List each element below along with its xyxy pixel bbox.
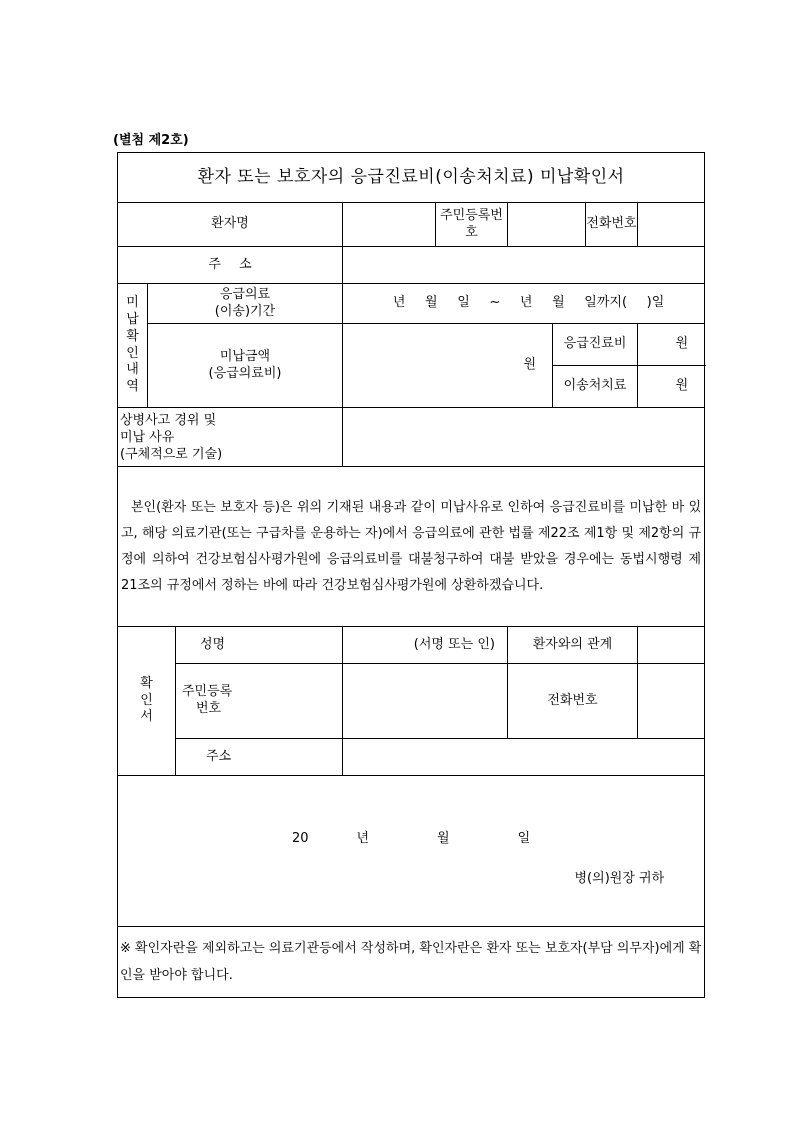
patient-rrn-label: 주민등록번호	[436, 203, 508, 247]
transport-fee-label: 이송처치료	[553, 366, 638, 408]
period-field[interactable]: 년 월 일 ~ 년 월 일까지( )일	[343, 284, 705, 324]
sign-hint: (서명 또는 인)	[413, 636, 495, 652]
confirm-section-label: 확 인 서	[118, 627, 176, 776]
confirm-rrn-label: 주민등록 번호	[176, 664, 343, 739]
patient-name-field[interactable]	[343, 203, 436, 247]
patient-address-field[interactable]	[343, 247, 705, 284]
footer-note: ※ 확인자란을 제외하고는 의료기관등에서 작성하며, 확인자란은 환자 또는 보호자(부담 의무자)에게 확인을 받아야 합니다.	[118, 927, 705, 998]
confirm-name-label: 성명	[176, 627, 343, 664]
reason-field[interactable]	[343, 408, 705, 467]
confirm-phone-label: 전화번호	[508, 664, 638, 739]
confirm-address-field[interactable]	[343, 739, 705, 776]
confirm-name-field[interactable]	[343, 627, 508, 664]
patient-phone-field[interactable]	[638, 203, 705, 247]
form-title: 환자 또는 보호자의 응급진료비(이송처치료) 미납확인서	[118, 153, 705, 203]
unpaid-section-label: 미 납 확 인 내 역	[118, 284, 148, 408]
relation-field[interactable]	[638, 627, 705, 664]
confirmation-form	[117, 152, 705, 998]
relation-label: 환자와의 관계	[508, 627, 638, 664]
patient-phone-label: 전화번호	[586, 203, 638, 247]
date-section	[118, 776, 705, 927]
date-line: 20 년 월 일	[291, 831, 531, 846]
attachment-label: (별첨 제2호)	[113, 133, 189, 148]
confirm-phone-field[interactable]	[638, 664, 705, 739]
patient-rrn-field[interactable]	[508, 203, 586, 247]
statement-text: 본인(환자 또는 보호자 등)은 위의 기재된 내용과 같이 미납사유로 인하여 응급진료비를 미납한 바 있고, 해당 의료기관(또는 구급차를 운용하는 자)에서 응급의료에 관한 법률 제22조 제1항 및 제2항의 규정에 의하여 건강보험심사평가원에 응급의료비를 대불청구하여 대불 받았을 경우에는 동법시행령 제21조의 규정에서 정하는 바에 따라 건강보험심사평가원에 상환하겠습니다.	[118, 467, 705, 627]
reason-label: 상병사고 경위 및 미납 사유 (구체적으로 기술)	[118, 408, 343, 467]
emergency-fee-field[interactable]: 원	[638, 324, 705, 366]
transport-fee-field[interactable]: 원	[638, 366, 705, 408]
confirm-rrn-field[interactable]	[343, 664, 508, 739]
patient-address-label: 주 소	[118, 247, 343, 284]
confirm-address-label: 주소	[176, 739, 343, 776]
amount-field[interactable]: 원	[343, 324, 553, 408]
addressee: 병(의)원장 귀하	[574, 871, 665, 886]
patient-name-label: 환자명	[118, 203, 343, 247]
amount-label: 미납금액 (응급의료비)	[148, 324, 343, 408]
period-label: 응급의료 (이송)기간	[148, 284, 343, 324]
emergency-fee-label: 응급진료비	[553, 324, 638, 366]
